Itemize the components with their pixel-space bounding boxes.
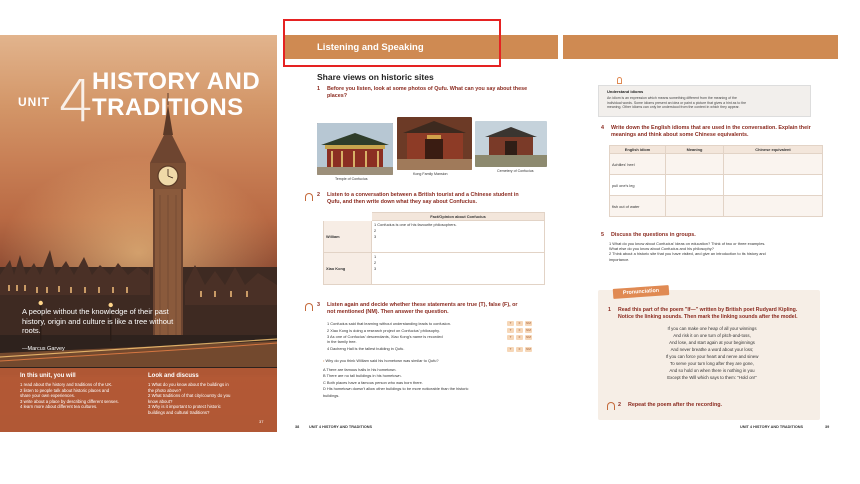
section-title: Share views on historic sites (317, 72, 434, 82)
discuss-item: 2 What traditions of that city/country do you (148, 393, 231, 399)
question-number: 5 (601, 232, 604, 238)
footer-unit-title: UNIT 4 HISTORY AND TRADITIONS (309, 425, 373, 429)
question-number: 2 (317, 192, 320, 198)
pronunciation-question-2 (618, 402, 818, 409)
cemetery-photo (475, 121, 547, 167)
answer-line: 2 (374, 228, 377, 233)
mansion-photo (397, 117, 472, 170)
discuss-list (148, 382, 230, 416)
table-corner (324, 213, 372, 221)
cemetery-illustration (475, 121, 547, 167)
headphones-icon (305, 193, 313, 201)
meaning-input-cell[interactable] (666, 175, 724, 196)
cover-quote: A people without the knowledge of their past history, origin and culture is like a tree without roots. (22, 307, 174, 335)
unit-label: UNIT (18, 95, 50, 109)
answer-line: 1 (374, 254, 377, 259)
false-option[interactable]: F (516, 347, 523, 352)
photo-caption: Cemetery of Confucius (497, 169, 534, 173)
statement-item: 4 Dacheng Hall is the tallest building in Qufu. (327, 345, 405, 351)
idiom-tip-title: Understand idioms (607, 89, 644, 94)
statement-item: 3 As one of Confucius' descendants, Xiao Kong's name is recorded (327, 334, 443, 340)
meaning-column-header: Meaning (666, 146, 724, 154)
discuss-item: know about? (148, 398, 173, 404)
headphones-icon (305, 303, 313, 311)
poem-line: To serve your turn long after they are gone, (670, 361, 754, 367)
nm-option[interactable]: NM (526, 347, 531, 351)
listening-speaking-page (283, 35, 558, 432)
poem-line: And never breathe a word about your loss; (670, 347, 754, 353)
choice-item[interactable]: B There are no tall buildings in his hometown. (323, 373, 402, 379)
question-5 (601, 232, 833, 239)
discuss-item: the photo above? (148, 387, 182, 393)
statement-list (327, 321, 502, 351)
false-option[interactable]: F (516, 335, 523, 340)
idiom-tip-text (607, 96, 807, 110)
footer-page-number: 39 (825, 425, 830, 429)
idiom-column-header: English idiom (610, 146, 666, 154)
unit-title-line-1: HISTORY AND (92, 68, 261, 95)
question-text: Before you listen, look at some photos of Qufu. What can you say about these (327, 86, 528, 92)
section-banner (563, 35, 838, 59)
page-number: 37 (259, 419, 264, 424)
idiom-cell: fish out of water (610, 196, 666, 217)
objective-item: 1 read about the history and traditions of the UK. (20, 382, 113, 387)
poem-line: If you can force your heart and nerve and sinew (665, 354, 759, 360)
answer-line: 3 (374, 266, 377, 271)
objective-item: 3 write about a place by describing different senses. (20, 398, 119, 404)
question-4 (601, 125, 833, 139)
unit-cover-page (0, 35, 277, 432)
discuss-item: 1 What do you know about the buildings in (148, 382, 229, 387)
question-text: not mentioned (NM). Then answer the question. (327, 308, 449, 315)
pronunciation-question-1 (608, 307, 818, 321)
answer-cell[interactable] (372, 221, 545, 253)
question-text: Repeat the poem after the recording. (628, 402, 723, 408)
true-option[interactable]: T (507, 347, 514, 352)
question-text: Write down the English idioms that are used in the conversation. Explain their (611, 125, 811, 131)
poem-line: Except the Will which says to them: "Hold on!" (667, 375, 757, 381)
objective-item: 4 learn more about different tea cultures. (20, 404, 98, 410)
photo-caption: Kong Family Mansion (413, 172, 448, 176)
quote-author: —Marcus Garvey (22, 346, 65, 352)
meaning-input-cell[interactable] (666, 154, 724, 175)
tfn-options[interactable] (507, 328, 532, 333)
objectives-list (20, 382, 119, 410)
question-number: 1 (608, 307, 611, 313)
tfn-options[interactable] (507, 321, 532, 326)
idiom-tip-box (598, 85, 811, 117)
choice-item: buildings. (323, 392, 340, 398)
photo-caption: Temple of Confucius (335, 177, 368, 181)
nm-option[interactable]: NM (526, 335, 531, 339)
idiom-cell: pull one's leg (610, 175, 666, 196)
question-number: 3 (317, 302, 320, 308)
false-option[interactable]: F (516, 321, 523, 326)
discuss-heading: Look and discuss (148, 373, 199, 379)
meaning-input-cell[interactable] (666, 196, 724, 217)
statement-item: in the family tree. (327, 339, 357, 345)
question-text: Listen again and decide whether these statements are true (T), false (F), or (327, 302, 518, 308)
poem-line: And lose, and start again at your beginnings (669, 340, 755, 346)
discuss-item: 3 Why is it important to protect historic (148, 404, 221, 410)
statement-item: 1 Confucius said that learning without understanding leads to confusion. (327, 321, 451, 326)
headphones-icon (607, 402, 615, 410)
poem-line: And risk it on one turn of pitch-and-toss, (673, 333, 751, 339)
true-option[interactable]: T (507, 321, 514, 326)
idiom-tip-line: meaning. Other idioms can only be understood from the context in which they appear. (607, 105, 740, 110)
table-row (610, 196, 823, 217)
poem-line: If you can make one heap of all your winnings (667, 326, 757, 331)
mansion-illustration (397, 117, 472, 170)
question-number: 2 (618, 402, 621, 408)
answer-cell[interactable] (372, 253, 545, 285)
tfn-options[interactable] (507, 335, 532, 340)
question-text: places? (327, 92, 348, 99)
question-text: Discuss the questions in groups. (611, 232, 696, 238)
question-3 (317, 302, 552, 316)
banner-title: Listening and Speaking (317, 42, 424, 53)
fact-opinion-table (323, 212, 545, 285)
false-option[interactable]: F (516, 328, 523, 333)
answer-line: 3 (374, 234, 377, 239)
objective-item: 2 listen to people talk about historic places and (20, 387, 110, 393)
footer-unit-title: UNIT 4 HISTORY AND TRADITIONS (740, 425, 804, 429)
nm-option[interactable]: NM (526, 321, 531, 325)
question-text: Listen to a conversation between a British tourist and a Chinese student in (327, 192, 519, 198)
question-text: Qufu, and then write down what they say about Confucius. (327, 198, 478, 205)
discussion-item: importance. (609, 256, 630, 262)
sub-question: • Why do you think William said his hometown was similar to Qufu? (323, 358, 439, 363)
question-number: 4 (601, 125, 604, 131)
true-option[interactable]: T (507, 328, 514, 333)
table-row (610, 154, 823, 175)
idiom-table (609, 145, 823, 217)
discussion-list (609, 241, 835, 262)
question-2 (317, 192, 552, 206)
true-option[interactable]: T (507, 335, 514, 340)
tfn-options[interactable] (507, 347, 532, 352)
question-text: meanings and think about some Chinese equivalents. (611, 131, 749, 138)
discuss-item: buildings and cultural traditions? (148, 409, 210, 415)
table-row (324, 221, 545, 253)
choice-item[interactable]: A There are famous halls in his hometown. (323, 367, 397, 372)
poem (612, 325, 812, 381)
pronunciation-tag: Pronunciation (613, 285, 670, 299)
objectives-heading: In this unit, you will (20, 373, 76, 379)
unit-title-line-2: TRADITIONS (92, 94, 244, 121)
idiom-tip-line: An idiom is an expression which means something different from the meaning of the (607, 96, 737, 100)
statement-item: 2 Xiao Kong is doing a research project on Confucius' philosophy. (327, 327, 440, 333)
question-text: Read this part of the poem "If—" written by British poet Rudyard Kipling. (618, 307, 798, 313)
idiom-cell: Achilles' heel (610, 154, 666, 175)
poem-line: And so hold on when there is nothing in you (669, 368, 755, 374)
chinese-input-cell[interactable] (724, 175, 823, 196)
discussion-item: 2 Think about a historic site that you have visited, and give an introduction to its history and (609, 251, 766, 257)
answer-line: 2 (374, 260, 377, 265)
choice-list (323, 367, 548, 399)
discussion-item: 1 What do you know about Confucius' ideas on education? Think of two or three examples. (609, 241, 766, 246)
question-1 (317, 86, 547, 100)
question-number: 1 (317, 86, 320, 92)
footer-page-number: 38 (295, 425, 300, 429)
highlight-box (283, 19, 501, 67)
discussion-item: What else do you know about Confucius and his philosophy? (609, 246, 714, 252)
chinese-column-header: Chinese equivalent (724, 146, 823, 154)
unit-title (92, 69, 272, 121)
chinese-input-cell[interactable] (724, 196, 823, 217)
answer-line: 1 Confucius is one of his favourite philosophers. (374, 222, 457, 227)
paperclip-icon (617, 77, 622, 84)
choice-item[interactable]: C Both places have a famous person who was born there. (323, 379, 423, 385)
sub-question-text: Why do you think William said his hometown was similar to Qufu? (325, 358, 439, 363)
table-row (324, 253, 545, 285)
table-header: Fact/Opinion about Confucius (372, 213, 545, 221)
idiom-tip-line: individual words. Some idioms present an idea or paint a picture that gives a hint as to the (607, 100, 747, 105)
speaker-name: Xiao Kong (324, 253, 372, 285)
unit-number: 4 (58, 67, 95, 135)
table-row (610, 175, 823, 196)
temple-illustration (317, 123, 393, 175)
question-text: Notice the linking sounds. Then mark the linking sounds after the model. (618, 313, 798, 320)
nm-option[interactable]: NM (526, 328, 531, 332)
chinese-input-cell[interactable] (724, 154, 823, 175)
choice-item[interactable]: D His hometown doesn't allow other buildings to be more noticeable than the historic (323, 386, 469, 392)
speaker-name: William (324, 221, 372, 253)
temple-photo (317, 123, 393, 175)
objective-item: share your own experiences. (20, 393, 75, 399)
